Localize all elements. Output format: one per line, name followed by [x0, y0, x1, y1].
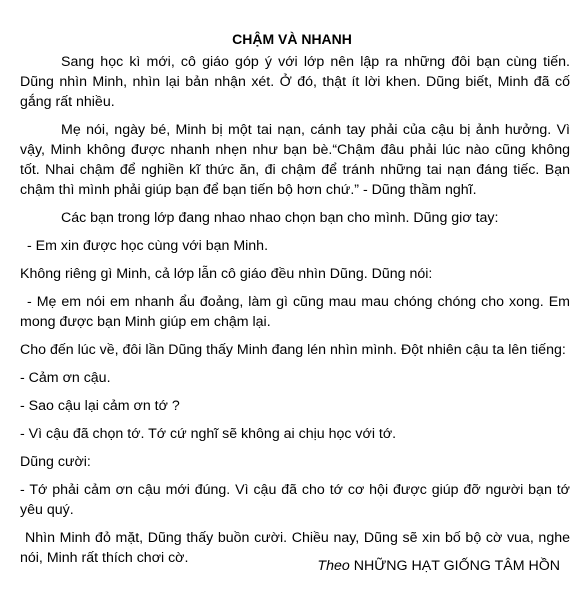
- paragraph-4: Không riêng gì Minh, cả lớp lẫn cô giáo đều nhìn Dũng. Dũng nói:: [20, 266, 433, 282]
- dialogue-line-6: - Tớ phải cảm ơn cậu mới đúng. Vì cậu đã cho tớ cơ hội được giúp đỡ người bạn tớ yêu quý.: [20, 482, 570, 518]
- dialogue-line-3: - Cảm ơn cậu.: [20, 370, 111, 386]
- paragraph-5: Cho đến lúc về, đôi lần Dũng thấy Minh đang lén nhìn mình. Đột nhiên cậu ta lên tiếng:: [20, 342, 566, 358]
- dialogue-line-4: - Sao cậu lại cảm ơn tớ ?: [20, 398, 180, 414]
- story-body: [20, 52, 570, 576]
- paragraph-2: Mẹ nói, ngày bé, Minh bị một tai nạn, cánh tay phải của cậu bị ảnh hưởng. Vì vậy, Minh không được nhanh nhẹn như bạn bè.“Chậm đâu phải lúc nào cũng không tốt. Nhai chậm để nghiền kĩ thức ăn, đi chậm để tránh những tai nạn đáng tiếc. Bạn chậm thì mình phải giúp bạn để bạn tiến bộ hơn chứ.” - Dũng thầm nghĩ.: [20, 122, 570, 198]
- source-title: NHỮNG HẠT GIỐNG TÂM HỒN: [353, 558, 560, 574]
- paragraph-6: Dũng cười:: [20, 454, 91, 470]
- dialogue-line-5: - Vì cậu đã chọn tớ. Tớ cứ nghĩ sẽ không ai chịu học với tớ.: [20, 426, 397, 442]
- source-citation: [317, 556, 560, 576]
- source-prefix: Theo: [317, 558, 350, 574]
- dialogue-line-1: - Em xin được học cùng với bạn Minh.: [27, 238, 269, 254]
- dialogue-line-2: - Mẹ em nói em nhanh ẩu đoảng, làm gì cũng mau mau chóng chóng cho xong. Em mong được bạn Minh giúp em chậm lại.: [20, 294, 570, 330]
- story-title: CHẬM VÀ NHANH: [232, 31, 352, 47]
- paragraph-3: Các bạn trong lớp đang nhao nhao chọn bạn cho mình. Dũng giơ tay:: [61, 210, 499, 226]
- paragraph-1: Sang học kì mới, cô giáo góp ý với lớp nên lập ra những đôi bạn cùng tiến. Dũng nhìn Minh, nhìn lại bản nhận xét. Ở đó, thật ít lời khen. Dũng biết, Minh đã cố gắng rất nhiều.: [20, 54, 570, 110]
- paragraph-7: Nhìn Minh đỏ mặt, Dũng thấy buồn cười. Chiều nay, Dũng sẽ xin bố bộ cờ vua, nghe nói, Minh rất thích chơi cờ.: [20, 530, 570, 566]
